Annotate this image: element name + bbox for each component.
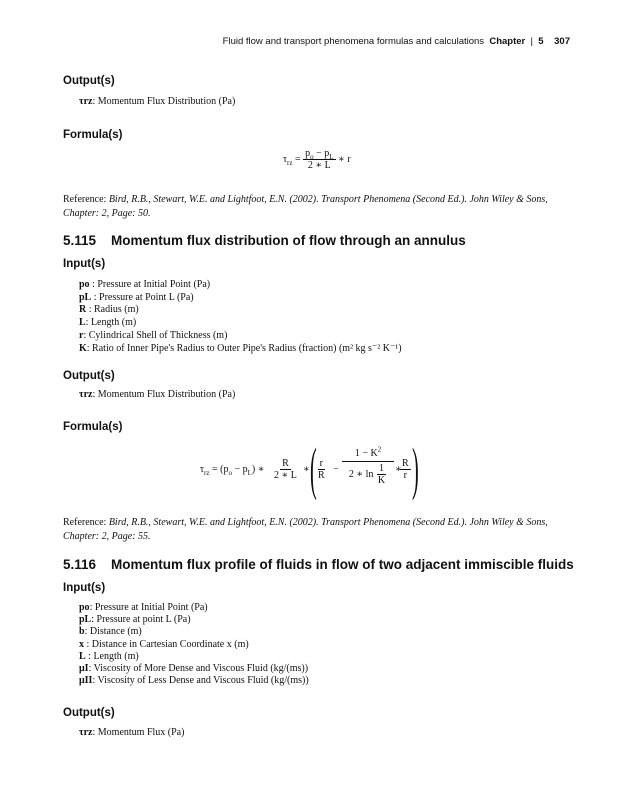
- input-symbol: r: [79, 329, 84, 341]
- output-symbol: τrz: [79, 727, 93, 738]
- input-desc: : Cylindrical Shell of Thickness (m): [83, 329, 228, 341]
- section-heading: [63, 233, 466, 248]
- output-heading: Output(s): [63, 370, 115, 382]
- input-item: [79, 651, 139, 662]
- running-header: [223, 36, 570, 47]
- input-desc: : Viscosity of Less Dense and Viscous Fluid (kg/(ms)): [92, 675, 309, 687]
- output-line: [79, 727, 184, 738]
- section-title: Momentum flux distribution of flow through an annulus: [111, 233, 466, 248]
- input-desc: : Pressure at Initial Point (Pa): [89, 602, 208, 613]
- input-desc: : Length (m): [85, 650, 139, 662]
- input-item: [79, 663, 308, 674]
- output-heading: Output(s): [63, 707, 115, 719]
- formula-heading: Formula(s): [63, 129, 123, 141]
- input-heading: Input(s): [63, 258, 106, 270]
- input-desc: : Pressure at point L (Pa): [91, 614, 191, 626]
- input-desc: : Ratio of Inner Pipe's Radius to Outer Pipe's Radius (fraction) (m² kg s⁻² K⁻¹): [86, 342, 402, 354]
- output-desc: : Momentum Flux Distribution (Pa): [92, 96, 236, 107]
- input-desc: : Pressure at Initial Point (Pa): [89, 279, 211, 290]
- formula-114: $\tau_{rz}$ = $\frac{p_o - p_L}{2 ∗ L}$ ∗ r: [283, 148, 351, 171]
- reference: [63, 516, 563, 544]
- separator: |: [530, 36, 533, 47]
- input-symbol: L: [79, 650, 86, 662]
- output-symbol: τrz: [79, 389, 93, 400]
- input-symbol: b: [79, 626, 85, 638]
- reference-citation: Bird, R.B., Stewart, W.E. and Lightfoot, E.N. (2002). Transport Phenomena (Second Ed.). John Wiley & Sons, Chapter: 2, Page: 55.: [63, 517, 548, 542]
- output-symbol: τrz: [79, 96, 93, 107]
- input-item: [79, 614, 191, 625]
- input-symbol: pL: [79, 614, 92, 626]
- input-desc: : Distance in Cartesian Coordinate x (m): [84, 638, 249, 650]
- output-desc: : Momentum Flux (Pa): [92, 727, 185, 738]
- section-number: 5.115: [63, 233, 97, 248]
- input-desc: : Distance (m): [84, 626, 142, 638]
- input-item: [79, 304, 139, 315]
- output-line: [79, 96, 235, 107]
- reference-prefix: Reference:: [63, 517, 109, 528]
- page-number: 307: [554, 36, 570, 47]
- section-number: 5.116: [63, 557, 97, 572]
- input-symbol: K: [79, 342, 87, 354]
- input-symbol: pL: [79, 291, 92, 303]
- input-item: [79, 330, 227, 341]
- input-desc: : Pressure at Point L (Pa): [91, 291, 194, 303]
- formula-115: $\tau_{rz} = (p_o - p_L)$ ∗ $\frac{R}{2 ∗ L}$ ∗ ( $\frac{r}{R}$ − $1 - K^2$ 2 ∗ ln $\frac{1}{K}$ ∗ $\frac{R}{r}$ ): [200, 436, 419, 501]
- input-item: [79, 675, 309, 686]
- running-title: Fluid flow and transport phenomena formulas and calculations: [222, 36, 485, 47]
- input-desc: : Length (m): [85, 317, 137, 329]
- chapter-number: 5: [538, 36, 544, 47]
- input-symbol: μI: [79, 663, 89, 674]
- input-item: [79, 639, 249, 650]
- input-symbol: R: [79, 304, 87, 316]
- input-heading: Input(s): [63, 582, 106, 594]
- input-symbol: po: [79, 602, 90, 613]
- section-title: Momentum flux profile of fluids in flow of two adjacent immiscible fluids: [111, 557, 574, 572]
- input-symbol: x: [79, 638, 84, 650]
- section-heading: [63, 557, 574, 572]
- output-heading: Output(s): [63, 75, 115, 87]
- output-line: [79, 389, 235, 400]
- input-item: [79, 343, 402, 354]
- input-item: [79, 292, 194, 303]
- reference-citation: Bird, R.B., Stewart, W.E. and Lightfoot, E.N. (2002). Transport Phenomena (Second Ed.). John Wiley & Sons, Chapter: 2, Page: 50.: [63, 194, 548, 219]
- input-symbol: μII: [79, 675, 93, 687]
- input-desc: : Viscosity of More Dense and Viscous Fluid (kg/(ms)): [88, 663, 309, 674]
- input-symbol: po: [79, 279, 90, 290]
- input-item: [79, 626, 142, 637]
- input-item: [79, 279, 210, 290]
- output-desc: : Momentum Flux Distribution (Pa): [92, 389, 236, 400]
- input-item: [79, 602, 208, 613]
- input-item: [79, 317, 136, 328]
- input-desc: : Radius (m): [86, 304, 139, 316]
- formula-heading: Formula(s): [63, 421, 123, 433]
- chapter-label: Chapter: [489, 36, 526, 47]
- reference-prefix: Reference:: [63, 194, 109, 205]
- input-symbol: L: [79, 317, 86, 329]
- reference: [63, 193, 563, 221]
